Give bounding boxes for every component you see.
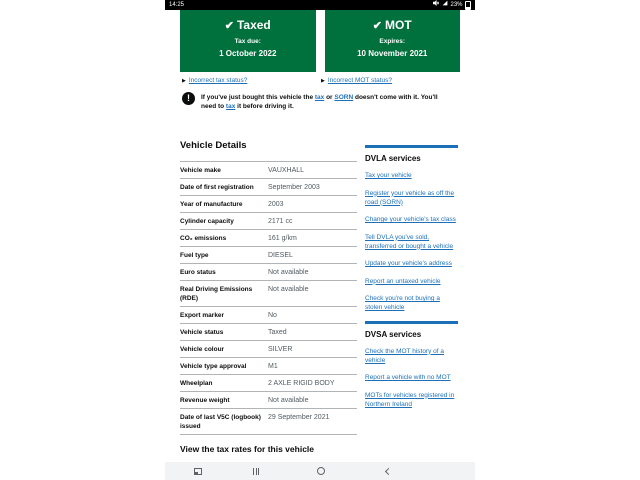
- tax-link[interactable]: tax: [314, 94, 325, 101]
- row-label: Real Driving Emissions (RDE): [180, 285, 253, 302]
- home-icon[interactable]: [314, 462, 328, 480]
- sidebar-link[interactable]: Tell DVLA you've sold, transferred or bought a vehicle: [365, 233, 454, 250]
- tax-panel-title: ✔ Taxed: [224, 18, 271, 32]
- table-row: [180, 229, 357, 246]
- table-row: [180, 306, 357, 323]
- row-label: Fuel type: [180, 251, 209, 259]
- row-label: Date of last V5C (logbook) issued: [180, 413, 261, 430]
- incorrect-mot-status-link[interactable]: ▶ Incorrect MOT status?: [321, 77, 393, 84]
- row-label: Year of manufacture: [180, 200, 243, 208]
- tax-rates-heading: View the tax rates for this vehicle: [180, 444, 315, 454]
- mot-panel-title: ✔ MOT: [372, 18, 412, 32]
- row-label: CO₂ emissions: [180, 234, 227, 242]
- sidebar-link[interactable]: Check you're not buying a stolen vehicle: [365, 295, 440, 311]
- row-value: SILVER: [268, 345, 293, 353]
- vehicle-details-heading: Vehicle Details: [180, 140, 247, 151]
- row-label: Euro status: [180, 268, 216, 276]
- table-row: [180, 246, 357, 263]
- dvla-services-section: [365, 145, 458, 312]
- row-value: Taxed: [268, 328, 287, 336]
- row-label: Vehicle colour: [180, 345, 225, 353]
- vehicle-details-section: [180, 140, 357, 435]
- battery-percent-label: 23%: [450, 2, 463, 8]
- row-value: 2171 cc: [268, 217, 293, 225]
- table-row: [180, 161, 357, 178]
- table-row: [180, 408, 357, 434]
- android-nav-bar: [165, 462, 475, 480]
- sidebar-link[interactable]: Update your vehicle's address: [365, 260, 452, 267]
- row-value: 29 September 2021: [268, 413, 330, 421]
- incorrect-status-row: [182, 77, 460, 84]
- sidebar-link[interactable]: MOTs for vehicles registered in Northern Ireland: [365, 391, 455, 408]
- sidebar-link[interactable]: Change your vehicle's tax class: [365, 216, 456, 223]
- table-row: [180, 263, 357, 280]
- dvsa-services-section: [365, 321, 458, 409]
- row-value: 161 g/km: [268, 234, 297, 242]
- clock: 14:25: [169, 2, 185, 8]
- row-label: Vehicle status: [180, 328, 224, 336]
- sorn-link[interactable]: SORN: [334, 94, 354, 101]
- row-label: Vehicle make: [180, 166, 221, 174]
- incorrect-tax-status-link[interactable]: ▶ Incorrect tax status?: [182, 77, 248, 84]
- table-row: [180, 323, 357, 340]
- sidebar-link[interactable]: Report a vehicle with no MOT: [365, 374, 451, 381]
- table-row: [180, 374, 357, 391]
- mot-expires-label: Expires:: [379, 38, 406, 45]
- table-row: [180, 340, 357, 357]
- row-value: Not available: [268, 285, 309, 293]
- back-icon[interactable]: [381, 462, 395, 480]
- row-label: Revenue weight: [180, 396, 230, 404]
- mot-status-panel: [325, 10, 461, 72]
- battery-icon: [465, 1, 471, 10]
- dvsa-links: [365, 347, 458, 409]
- warning-text: If you've just bought this vehicle the tax or SORN doesn't come with it. You'll need to tax it before driving it.: [201, 94, 438, 110]
- recents-icon[interactable]: [249, 462, 263, 480]
- row-label: Wheelplan: [180, 379, 213, 387]
- tax-due-label: Tax due:: [234, 38, 261, 45]
- services-sidebar: [365, 145, 458, 417]
- row-value: Not available: [268, 396, 309, 404]
- row-value: Not available: [268, 268, 309, 276]
- mot-expires-date: 10 November 2021: [357, 49, 428, 58]
- device-screen: [165, 0, 475, 480]
- row-value: DIESEL: [268, 251, 293, 259]
- table-row: [180, 212, 357, 229]
- tax-link[interactable]: tax: [225, 103, 236, 110]
- table-row: [180, 391, 357, 408]
- row-value: 2 AXLE RIGID BODY: [268, 379, 335, 387]
- tax-due-date: 1 October 2022: [219, 49, 277, 58]
- details-triangle-icon: ▶: [321, 77, 325, 84]
- row-value: September 2003: [268, 183, 320, 191]
- network-icon: [442, 0, 448, 10]
- warning-icon: !: [182, 92, 195, 105]
- row-label: Export marker: [180, 311, 225, 319]
- row-label: Cylinder capacity: [180, 217, 234, 225]
- mute-icon: [433, 0, 439, 10]
- table-row: [180, 357, 357, 374]
- row-value: M1: [268, 362, 278, 370]
- row-value: VAUXHALL: [268, 166, 305, 174]
- sidebar-link[interactable]: Report an untaxed vehicle: [365, 277, 441, 285]
- dvsa-services-heading: DVSA services: [365, 329, 422, 339]
- table-row: [180, 195, 357, 212]
- status-bar: [165, 0, 475, 10]
- pin-window-icon[interactable]: [191, 462, 205, 480]
- vehicle-details-table: [180, 161, 357, 435]
- check-icon: ✔: [224, 20, 234, 32]
- table-row: [180, 178, 357, 195]
- sidebar-link[interactable]: Register your vehicle as off the road (SORN): [365, 189, 455, 206]
- sidebar-link[interactable]: Tax your vehicle: [365, 172, 412, 179]
- tax-status-panel: [180, 10, 316, 72]
- table-row: [180, 280, 357, 306]
- check-icon: ✔: [372, 20, 383, 32]
- details-triangle-icon: ▶: [182, 77, 186, 84]
- status-panels: [180, 10, 460, 72]
- dvla-services-heading: DVLA services: [365, 154, 421, 163]
- row-value: 2003: [268, 200, 284, 208]
- dvla-links: [365, 171, 458, 312]
- sidebar-link[interactable]: Check the MOT history of a vehicle: [365, 347, 444, 364]
- warning-banner: [182, 92, 448, 111]
- row-value: No: [268, 311, 277, 319]
- row-label: Vehicle type approval: [180, 362, 247, 370]
- row-label: Date of first registration: [180, 183, 254, 191]
